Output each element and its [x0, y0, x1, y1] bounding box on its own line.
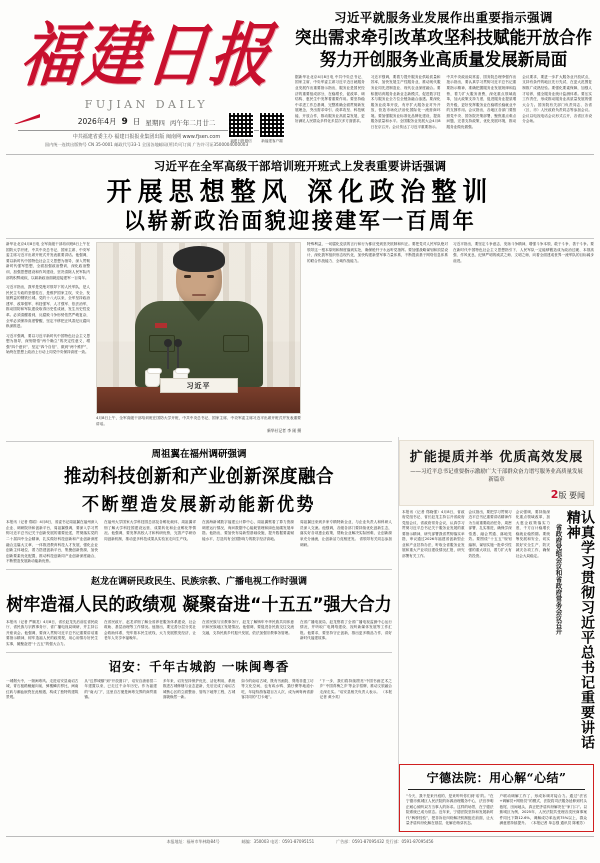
section4-col-5: “下一步，我们将持续擦亮‘中国书画艺术之乡’‘中国青梅之乡’等金字招牌，推动文旅融合走深走实。”诏安县相关负责人表示。 （本报记者 黄小英） [319, 678, 393, 700]
section4-col-4: 如今的南诏古城，既有书画院、剪纸非遗工坊等文化空间，也有咸水鸭、猫仔粥等地道小吃，年接待游客超百万人次，成为闽粤两省游客共同的“打卡地”。 [241, 678, 314, 700]
qr-code-group [228, 112, 285, 144]
publisher-line: 中共福建省委主办 福建日报报业集团出版 闽南网 www.fjsen.com [72, 134, 221, 140]
section-zhouzuyi [6, 441, 392, 565]
lead-left-column [6, 242, 90, 434]
section4-columns [6, 679, 392, 701]
qr-code-wechat-label: 福建日报微信 [230, 139, 252, 143]
photo-microphone-right [177, 345, 179, 369]
top-story-headline-2: 努力开创服务业高质量发展新局面 [319, 49, 568, 70]
red-box-col-2: 户联动调解工作了，形成诉调对接合力。通过“法官+调解员+网格员”的模式，法院将司法服务延伸到村头巷尾、田间地头，真正把矛盾纠纷解决在“家门口”。以蕉城区为例，2025年，人民法院共受理各类民商事案件同比下降12.6%，调解成功率达到75%以上，群众满意度持续提升。 （本报记者 单志强 通讯员 陈雅芳） [499, 793, 587, 826]
section2-col-2: 在福州大学国家大学科技园总部及各孵化载体，周祖翼详细了解大学科技园建设运营、成果转化和企业孵化等情况。他强调，要发挥高校人才和科研优势，完善产学研协同创新机制，推动更多科技成果从实验室走向生产线。 [104, 520, 196, 541]
section3-kicker: 赵龙在调研民政民生、民族宗教、广播电视工作时强调 [90, 576, 307, 587]
section3-col-4: 在省广播电视局，赵龙察看了全省广播电视监测中心运行情况，并听取广电网络建设、视听新媒体发展等工作汇报。他要求，要坚持守正创新，推出更多精品力作，讲好新时代福建故事。 [300, 619, 392, 641]
lead-headline-2: 以崭新政治面貌迎接建军一百周年 [123, 208, 477, 234]
photo-teacup-left [145, 370, 160, 387]
vertical-story-subtitle: 省政府党组会议和省政府常务会议召开 [554, 523, 563, 634]
top-story-col-3: 中共中央政治局常委、国务院总理李强作出批示指出，要认真学习贯彻习近平总书记重要指示精神，准确把握服务业发展规律和趋势，着力扩大服务消费，深化重点领域改革，加大政策支持力度，促进服务业提质增效升级，更好发挥服务业在稳增长稳就业中的支撑作用。会议指出，各地区各部门要按照党中央、国务院决策部署，聚焦重点难点问题，完善支持政策，优化发展环境，推动服务业做优做强。 [446, 74, 517, 129]
section3-col-2: 在省民政厅，赵龙详细了解全省养老服务体系建设、社会救助、基层治理等工作情况。他指出，要完善分层分类社会救助体系，兜牢基本民生底线，大力发展银发经济，让老年人安享幸福晚年。 [104, 619, 196, 641]
photo-credit: 新华社记者 李 刚 摄 [267, 428, 301, 434]
top-story-col-4: 会议要求，要进一步扩大服务业开放试点，支持有条件的地区先行先试，在更大范围复制推广成熟经验。要强化要素保障，加强人才培养，健全服务业统计监测体系。要压实工作责任，形成推动服务业高质量发展的强大合力。国务院有关部门负责同志、各省（区、市）人民政府负责同志等参加会议。会议以电视电话会议形式召开，各省区市设分会场。 [522, 74, 592, 124]
section3-headline: 树牢造福人民的政绩观 凝聚奋进“十五五”强大合力 [6, 594, 392, 616]
feature-box-title: 扩能提质并举 优质高效发展 [409, 450, 584, 466]
lead-col-right-2: 习近平指出，要坚定斗争意志，发扬斗争精神，增强斗争本领，敢于斗争、善于斗争。要在新时代中国特色社会主义思想指引下，人民军队一定能够锻造成为政治过硬、本领高强、作风优良、纪律严明的威武之师、文明之师，向着全面建成世界一流军队的目标阔步前进。 [453, 242, 594, 263]
photo-subject-hair [173, 246, 225, 272]
masthead-left [6, 4, 287, 152]
footer-departments: 广告部：0591-87095432 发行部：0591-87095456 [336, 838, 434, 844]
qr-code-app-icon[interactable] [259, 112, 285, 138]
footer-divider [6, 836, 594, 837]
top-story-col-1: 据新华社北京4月8日电 中共中央总书记、国家主席、中央军委主席习近平近日就服务业发展作出重要指示指出，服务业是国民经济的重要组成部分，在稳增长、促改革、调结构、惠民生中发挥着重要作用。要坚持稳中求进工作总基调，完整准确全面贯彻新发展理念，突出需求牵引、改革攻坚、科技赋能、开放合作，推动服务业高质量发展，更好满足人民群众多样化多层次多方面需求。 [295, 74, 365, 124]
weekday: 星期四 [145, 119, 165, 127]
section2-columns [6, 520, 392, 565]
newspaper-logo [6, 4, 287, 104]
top-story-col-2: 习近平强调，要着力提升服务业供给质量和效率，加快发展生产性服务业，推动现代服务业同先进制造业、现代农业深度融合。要积极培育服务业新业态新模式，促进数字技术与服务业全方位全链条融合渗透。要深化服务业改革开放，有序扩大服务业对外开放，营造市场化法治化国际化一流营商环境。要加强服务业标准化品牌化建设，提高服务质量和水平。全国服务业发展大会4月8日在京召开。会议传达了习近平重要指示。 [370, 74, 441, 129]
feature-box-page-label: 版 要闻 [558, 490, 585, 500]
section4-col-2: 从“边界城镇”到“开放窗口”，诏安自唐垂拱二年建置以来，已走过千余年历史。作为福建的“南大门”，这里自古便是闽粤交界的商贸重镇。 [84, 678, 157, 700]
section2-kicker: 周祖翼在福州调研强调 [151, 449, 247, 461]
footer-contact: 邮编：350003 电话：0591-87095151 [241, 838, 315, 844]
section-zhaoan [6, 652, 392, 701]
footer-address: 本报地址：福州市华林路84号 [166, 838, 220, 844]
section4-col-1: 一城烟火中，一街闽粤风。走进诏安县南诏古城，青石板路蜿蜒向前，骑楼鳞次栉比，闽南红砖与潮汕嵌瓷在此相遇，构成了独特的建筑景观。 [6, 678, 79, 700]
lead-col-left-3: 习近平强调，要以习近平新时代中国特色社会主义思想为指导，深刻领悟“两个确立”的决定性意义，增强“四个意识”、坚定“四个自信”、做到“两个维护”，始终在思想上政治上行动上同党中央保持高度一致。 [6, 333, 90, 355]
red-highlight-box[interactable] [399, 764, 594, 832]
date-day-unit: 日 [132, 117, 141, 126]
right-main-column [398, 437, 594, 832]
photo-subject-pocket-right [223, 335, 249, 352]
section2-col-4: 周祖翼还来到多家专精特新企业，与企业负责人和科研人员深入交流。他强调，各级各部门要持续优化创新生态，落实好各项惠企政策，帮助企业解决实际困难，让创新源泉充分涌流，让创新活力竞相迸发。 省领导有关同志参加调研。 [300, 520, 392, 547]
section2-headline-2: 不断塑造发展新动能新优势 [82, 494, 316, 517]
top-story-headline-1: 突出需求牵引改革攻坚科技赋能开放合作 [295, 26, 592, 48]
top-right-story [287, 4, 594, 152]
lunar-date: 丙午年二月廿二 [169, 119, 216, 127]
date-text: 2026年4月 [77, 117, 117, 126]
middle-row [6, 437, 594, 832]
photo-subject-eye-right [207, 275, 214, 278]
red-box-col-1: “今天，我不是来开庭的，是来听听你们到‘话’的。”在宁德市蕉城区人民法院的诉源治理服务中心，法官李明正耐心倾听双方当事人的诉求。这样的场景，在宁德法院系统已成为常态。近年来，宁德法院坚持和发展新时代“枫桥经验”，把非诉讼纠纷解决机制挺在前面，让大量矛盾纠纷化解在基层、化解在萌芽状态。 [406, 793, 494, 826]
newspaper-pinyin: FUJIAN DAILY [84, 98, 209, 111]
left-main-column [6, 437, 392, 832]
lead-right-columns [307, 242, 594, 434]
qr-code-wechat-wrap[interactable] [228, 112, 254, 144]
vertical-story [399, 510, 594, 760]
section2-col-3: 在滨海新城数字福建云计算中心，周祖翼察看了算力资源调度运行情况，询问数据中心能耗管理和绿色低碳发展举措。他指出，要加快布局新型基础设施，提升数据要素赋能水平，打造具有全国影响力的数字经济高地。 [202, 520, 294, 541]
photo-subject-collar [182, 301, 216, 321]
vertical-story-col-3: 会议强调，要持续深化重点领域改革，加大惠企政策落实力度，千方百计稳增长稳就业稳预期。要统筹发展和安全，切实抓好安全生产、防灾减灾各项工作，确保社会大局稳定。 [515, 509, 551, 558]
feature-box-subtitle: ——习近平总书记重要指示激励广大干部群众奋力谱写服务业高质量发展新篇章 [410, 469, 583, 484]
section4-headline: 诏安：千年古城韵 一味闽粤香 [108, 658, 290, 674]
lead-story [6, 154, 594, 434]
license-line: 国内统一连续出版物号 CN 35-0001 邮政代号33-1 全国各地邮局(所)均可订阅 广告许可证3500004000003 [44, 142, 249, 147]
newspaper-title: 福建日报 [16, 15, 277, 97]
vertical-story-col-2: 会议指出，要把学习贯彻习近平总书记重要讲话精神作为当前重要政治任务，周密部署、扎实推进，确保学深悟透、融会贯通、落地见效。要围绕“十五五”规划编制，谋划实施一批牵引性强的重大项目，着力扩大有效投资。 [468, 509, 512, 558]
masthead [6, 4, 594, 152]
lead-kicker: 习近平在全军高级干部培训班开班式上发表重要讲话强调 [153, 159, 447, 173]
top-story-columns [295, 75, 592, 131]
lead-col-left-1: 新华社北京4月8日电 全军高级干部培训班8日上午在国防大学开班，中共中央总书记、国家主席、中央军委主席习近平出席开班式并发表重要讲话。他强调，要以新时代中国特色社会主义思想为指导，深入贯彻新时代强军思想，全面加强政治整训，深化政治整训，加强思想建设和作风建设，坚决清除人民军队内部的积弊顽疾，以崭新政治面貌迎接建军一百周年。 [6, 242, 90, 280]
vertical-story-title: 认真学习贯彻习近平总书记重要讲话精神 [564, 509, 595, 750]
red-box-title: 宁德法院：用心解“心结” [426, 770, 567, 785]
lead-content-zone [6, 242, 594, 434]
photo-subject-head [176, 251, 222, 305]
qr-code-wechat-icon[interactable] [228, 112, 254, 138]
lead-headline-1: 开展思想整风 深化政治整训 [106, 176, 494, 207]
photo-subject [135, 251, 263, 387]
vertical-story-col-1: 本报讯（记者 郑晓强）4月8日，省政府党组书记、省长赵龙主持召开省政府党组会议、省政府常务会议，认真学习贯彻习近平总书记关于服务业发展的重要指示精神，研究部署我省贯彻落实举措，审议通过2026年福建省创新型企业和产业扶持办法，听取全省服务业发展和重大产业项目建设情况汇报，研究部署有关工作。 [402, 509, 465, 558]
section3-columns [6, 620, 392, 648]
footer [6, 839, 594, 845]
qr-code-app-wrap[interactable] [259, 112, 285, 144]
section-zhaolong [6, 569, 392, 648]
lead-col-right-1: 特殊利益，一切腐化变质的言行和行为都应受到坚决抵制和纠正。要把党对人民军队绝对领导这一根本原则和制度落到实处，确保枪杆子永远听党指挥。要加强战略谋划和顶层设计，深化我军组织形态现代化，加快构建新型军事力量体系，不断提高基于网络信息体系的联合作战能力、全域作战能力。 [307, 242, 448, 263]
section2-headline-1: 推动科技创新和产业创新深度融合 [64, 466, 334, 488]
photo-nameplate: 习近平 [160, 378, 238, 393]
feature-box-page-ref[interactable] [408, 488, 585, 501]
photo-microphone-left [167, 345, 169, 369]
photo-subject-eye-left [184, 275, 191, 278]
section3-col-3: 在省民族与宗教事务厅，赵龙了解铸牢中华民族共同体意识和民族地区发展情况。他强调，要促进各民族交往交流交融，支持民族乡村振兴发展，依法加强宗教事务管理。 [202, 619, 294, 635]
lead-photo-block [96, 242, 301, 434]
lead-photo [96, 242, 301, 414]
section4-col-3: 多年来，诏安坚持保护优先、活化利用，系统推进古城修缮与业态更新，先后完成了南诏古城核心区的立面整治、管线下地等工程，古城面貌焕然一新。 [162, 678, 236, 700]
red-box-divider [408, 789, 585, 790]
top-story-kicker: 习近平就服务业发展作出重要指示强调 [334, 10, 553, 25]
qr-code-app-label: 新福建客户端 [261, 139, 283, 143]
lead-col-left-2: 习近平指出，我军是党绝对领导下的人民军队，是人民民主专政的坚强柱石，是维护国家主权、安全、发展利益的钢铁长城。党的十八大以来，全军坚持政治建军、改革强军、科技强军、人才强军、依法治军，推动国防和军队建设取得历史性成就、发生历史性变革。必须清醒看到，反腐败斗争形势依然严峻复杂，全军必须保持高度警醒，坚定不移把正风肃纪反腐向纵深推进。 [6, 285, 90, 329]
photo-subject-mouth [192, 294, 206, 296]
lead-divider [6, 238, 594, 239]
section3-col-1: 本报讯（记者 严顺龙）4月8日，省长赵龙先后前往省民政厅、省民族与宗教事务厅、省广播电视局调研，并主持召开座谈会。他强调，要深入贯彻习近平总书记重要讲话重要指示精神，树牢造福人民的政绩观，用心用情办好民生实事，凝聚奋进“十五五”的强大合力。 [6, 619, 98, 647]
section2-col-1: 本报讯（记者 郑昭）4月8日，省委书记周祖翼在福州深入企业、调研院所和创新平台，周祖翼强调，要深入学习贯彻习近平总书记关于创新发展的重要论述，贯彻落实党的二十届四中全会精神，扎实做好科技创新和产业创新深度融合这篇大文章，一体推进教育科技人才发展，强化企业创新主体地位，着力搭建创新平台，集聚创新资源，加快创新要素优化配置，推动科技创新同产业创新深度融合，不断塑造发展新动能新优势。 [6, 520, 98, 564]
photo-caption: 4月8日上午，全军高级干部培训班在国防大学开班，中共中央总书记、国家主席、中央军委主席习近平出席开班式并发表重要讲话。 [96, 416, 301, 426]
photo-subject-badge [155, 323, 167, 328]
date-day: 9 [121, 117, 128, 127]
vertical-story-body [402, 510, 550, 760]
feature-box-page-number: 2 [550, 487, 559, 501]
feature-box[interactable] [399, 440, 594, 505]
red-box-columns [406, 794, 587, 827]
